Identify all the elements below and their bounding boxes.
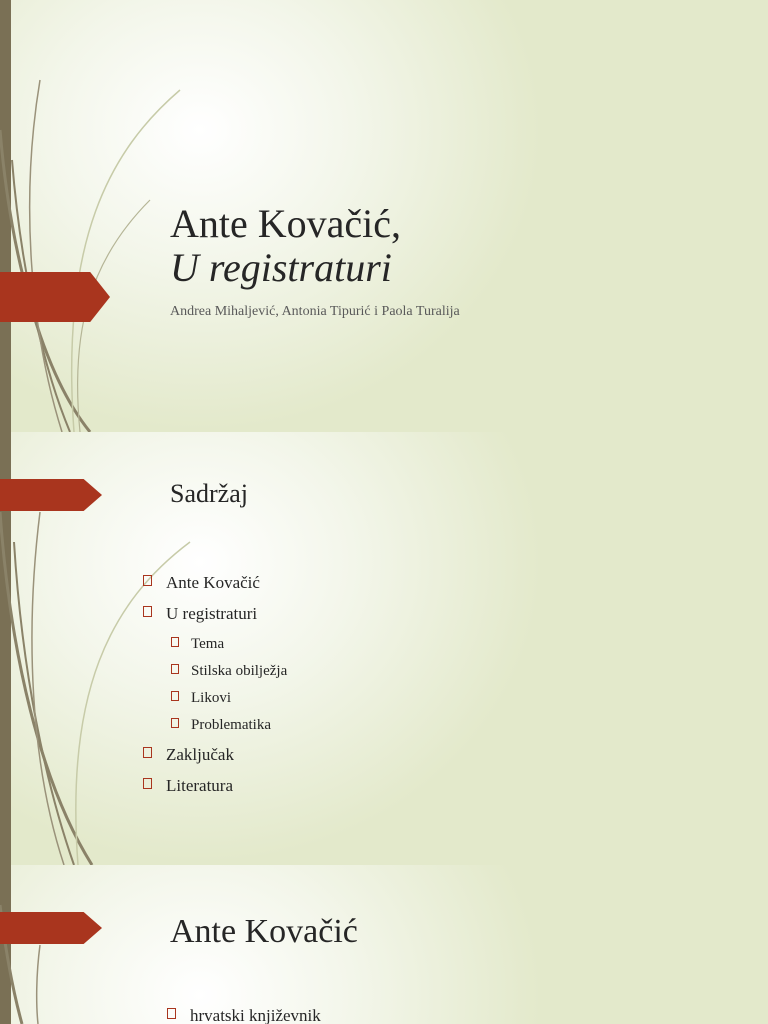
bullet-icon (143, 747, 152, 758)
list-item: hrvatski književnik (167, 1005, 321, 1024)
list-item: Zaključak (143, 744, 287, 775)
author-facts-list (167, 1005, 321, 1024)
title-slide (0, 0, 768, 432)
bullet-icon (171, 691, 179, 701)
author-slide (0, 865, 768, 1024)
author-heading: Ante Kovačić (170, 913, 358, 950)
list-item: Tema (143, 634, 287, 661)
bullet-icon (171, 637, 179, 647)
contents-list (143, 572, 287, 806)
list-item: Likovi (143, 688, 287, 715)
accent-arrow (0, 912, 102, 944)
bullet-icon (171, 664, 179, 674)
bullet-icon (143, 778, 152, 789)
authors-subtitle: Andrea Mihaljević, Antonia Tipurić i Paola Turalija (170, 304, 460, 319)
list-item: U registraturi (143, 603, 287, 634)
bullet-icon (171, 718, 179, 728)
slide-title (170, 202, 401, 290)
contents-slide (0, 432, 768, 865)
contents-heading: Sadržaj (170, 479, 248, 508)
bullet-icon (167, 1008, 176, 1019)
list-item: Problematika (143, 715, 287, 742)
accent-arrow (0, 479, 102, 511)
title-line-1: Ante Kovačić, (170, 201, 402, 246)
accent-arrow (0, 272, 110, 322)
bullet-icon (143, 606, 152, 617)
title-line-2: U registraturi (170, 245, 392, 290)
list-item: Literatura (143, 775, 287, 806)
bullet-icon (143, 575, 152, 586)
list-item: Stilska obilježja (143, 661, 287, 688)
list-item: Ante Kovačić (143, 572, 287, 603)
